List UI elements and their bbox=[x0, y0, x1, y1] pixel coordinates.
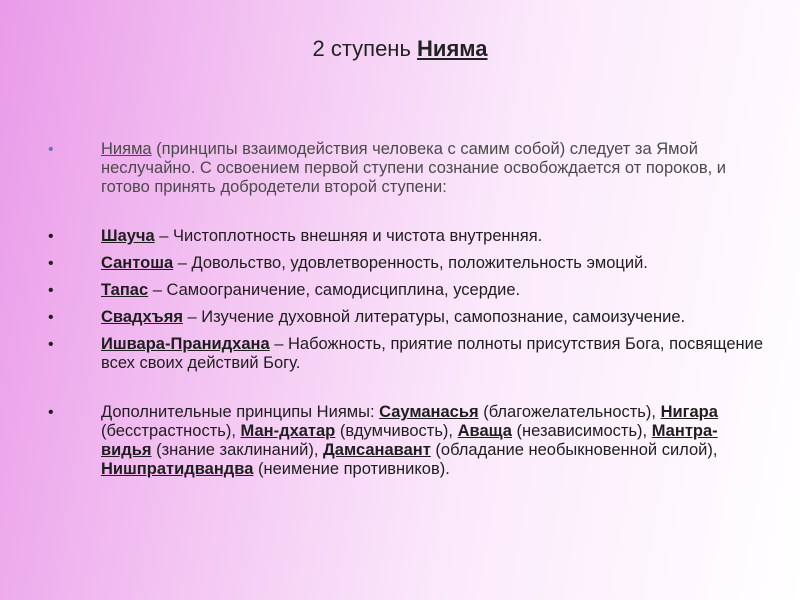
bullet-dot: • bbox=[48, 404, 54, 421]
principle-text: – Самоограничение, самодисциплина, усердие. bbox=[148, 281, 521, 299]
principle-text: – Изучение духовной литературы, самопознание, самоизучение. bbox=[182, 308, 686, 326]
bullet-principle-tapas bbox=[44, 281, 764, 300]
bullet-intro bbox=[44, 140, 764, 197]
principle-term: Ишвара-Пранидхана bbox=[101, 335, 270, 353]
bullet-dot: • bbox=[48, 282, 54, 299]
principle-term: Свадхъяя bbox=[101, 308, 183, 326]
additional-term: Нигара bbox=[660, 403, 718, 421]
additional-term: Аваща bbox=[457, 422, 512, 440]
bullet-principle-shaucha bbox=[44, 227, 764, 246]
principle-text: – Чистоплотность внешняя и чистота внутренняя. bbox=[154, 227, 543, 245]
bullet-principle-santosha bbox=[44, 254, 764, 273]
additional-term: Ман-дхатар bbox=[240, 422, 336, 440]
title-prefix: 2 ступень bbox=[312, 36, 418, 61]
slide-title bbox=[0, 36, 800, 62]
principle-text: – Довольство, удовлетворенность, положительность эмоций. bbox=[173, 254, 648, 272]
principle-text: – Набожность, приятие полноты присутствия Бога, посвящение всех своих действий Богу. bbox=[101, 335, 764, 372]
additional-term: Сауманасья bbox=[379, 403, 479, 421]
principle-term: Сантоша bbox=[101, 254, 174, 272]
additional-term: Нишпратидвандва bbox=[101, 460, 254, 478]
additional-lead: Дополнительные принципы Ниямы: bbox=[101, 403, 380, 421]
additional-text: (вдумчивость), bbox=[335, 422, 458, 440]
bullet-dot: • bbox=[48, 141, 54, 158]
bullet-dot: • bbox=[48, 255, 54, 272]
additional-term: Дамсанавант bbox=[323, 441, 431, 459]
intro-text: (принципы взаимодействия человека с самим собой) следует за Ямой неслучайно. С освоением первой ступени сознание освобождается от пороков, и готово принять добродетели второй ступени: bbox=[101, 140, 727, 196]
bullet-principle-svadhyaya bbox=[44, 308, 764, 327]
additional-text: (благожелательность), bbox=[478, 403, 661, 421]
additional-term: Мантра-видья bbox=[101, 422, 718, 459]
additional-text: (знание заклинаний), bbox=[151, 441, 324, 459]
bullet-list bbox=[44, 140, 764, 487]
bullet-principle-ishvara bbox=[44, 335, 764, 373]
additional-text: (неимение противников). bbox=[253, 460, 450, 478]
bullet-dot: • bbox=[48, 228, 54, 245]
bullet-dot: • bbox=[48, 336, 54, 353]
principle-term: Тапас bbox=[101, 281, 149, 299]
bullet-additional bbox=[44, 403, 764, 479]
additional-text: (независимость), bbox=[511, 422, 652, 440]
principle-term: Шауча bbox=[101, 227, 155, 245]
intro-term: Нияма bbox=[101, 140, 152, 158]
title-term: Нияма bbox=[417, 36, 488, 61]
bullet-dot: • bbox=[48, 309, 54, 326]
additional-text: (бесстрастность), bbox=[101, 422, 241, 440]
additional-text: (обладание необыкновенной силой), bbox=[430, 441, 718, 459]
